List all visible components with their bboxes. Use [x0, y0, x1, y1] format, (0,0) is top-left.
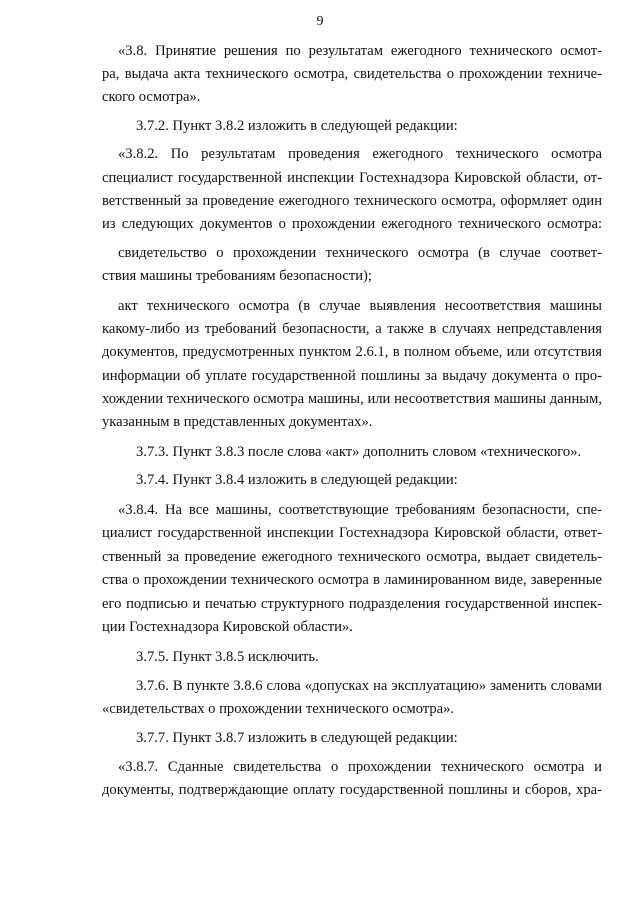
text-line: «3.8.2. По результатам проведения ежегодного технического осмотра: [118, 146, 602, 162]
page-number: 9: [316, 14, 324, 29]
text-line: документов, предусмотренных пунктом 2.6.1, в полном объеме, или отсутствия: [102, 344, 602, 360]
text-line: «свидетельствах о прохождении технического осмотра».: [102, 701, 455, 717]
text-line: акт технического осмотра (в случае выявления несоответствия машины: [118, 298, 602, 314]
text-line: ствия машины требованиям безопасности);: [102, 268, 372, 284]
text-line: «3.8.4. На все машины, соответствующие требованиям безопасности, спе-: [118, 502, 602, 518]
text-line: хождении технического осмотра машины, или несоответствия машины данным,: [102, 391, 602, 407]
text-line: указанным в представленных документах».: [102, 414, 373, 430]
text-line: 3.7.7. Пункт 3.8.7 изложить в следующей редакции:: [136, 730, 458, 746]
text-line: 3.7.4. Пункт 3.8.4 изложить в следующей редакции:: [136, 472, 458, 488]
text-line: ветственный за проведение ежегодного технического осмотра, оформляет один: [102, 193, 602, 209]
text-line: ции Гостехнадзора Кировской области».: [102, 619, 353, 635]
text-line: циалист государственной инспекции Гостехнадзора Кировской области, ответ-: [102, 525, 602, 541]
text-line: его подписью и печатью структурного подразделения государственной инспек-: [102, 596, 602, 612]
text-line: «3.8.7. Сданные свидетельства о прохождении технического осмотра и: [118, 759, 602, 775]
text-line: документы, подтверждающие оплату государственной пошлины и сборов, хра-: [102, 782, 602, 798]
text-line: ского осмотра».: [102, 89, 201, 105]
text-line: информации об уплате государственной пошлины за выдачу документа о про-: [102, 368, 602, 384]
text-line: ра, выдача акта технического осмотра, свидетельства о прохождении техниче-: [102, 66, 602, 82]
text-line: свидетельство о прохождении технического осмотра (в случае соответ-: [118, 245, 602, 261]
text-line: «3.8. Принятие решения по результатам ежегодного технического осмот-: [118, 43, 602, 59]
text-line: ственный за проведение ежегодного технического осмотра, выдает свидетель-: [102, 549, 602, 565]
text-line: специалист государственной инспекции Гостехнадзора Кировской области, от-: [102, 170, 602, 186]
text-line: 3.7.6. В пункте 3.8.6 слова «допусках на эксплуатацию» заменить словами: [136, 678, 602, 694]
text-line: какому-либо из требований безопасности, а также в случаях непредставления: [102, 321, 602, 337]
text-line: 3.7.2. Пункт 3.8.2 изложить в следующей редакции:: [136, 118, 458, 134]
text-line: из следующих документов о прохождении ежегодного технического осмотра:: [102, 216, 602, 232]
text-line: ства о прохождении технического осмотра в ламинированном виде, заверенные: [102, 572, 602, 588]
text-line: 3.7.3. Пункт 3.8.3 после слова «акт» дополнить словом «технического».: [136, 444, 582, 460]
text-line: 3.7.5. Пункт 3.8.5 исключить.: [136, 649, 319, 665]
